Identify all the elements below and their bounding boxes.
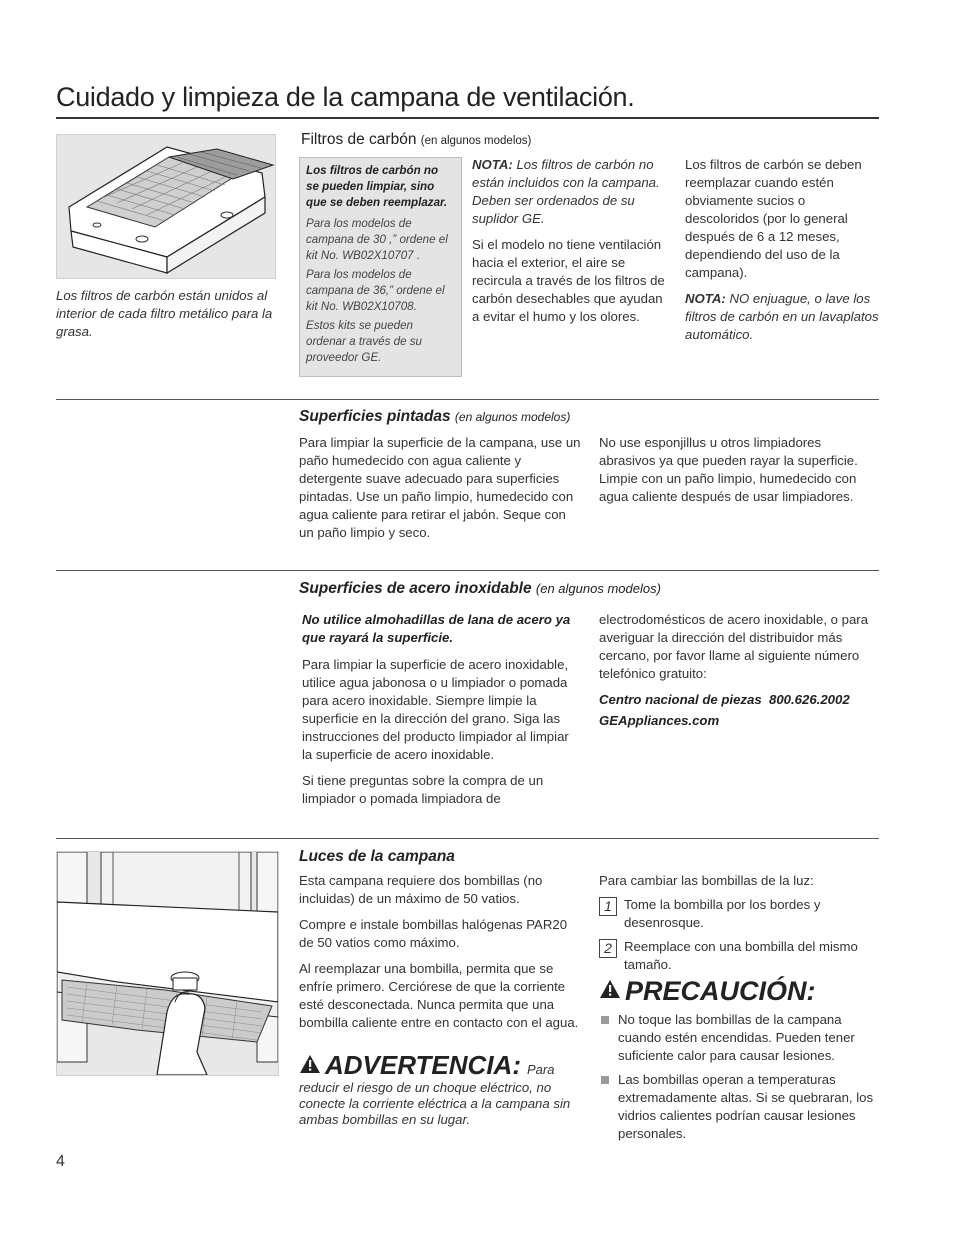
steel-contact-name: Centro nacional de piezas [599,692,762,707]
caution-title: PRECAUCIÓN: [625,976,816,1006]
painted-col2: No use esponjillus u otros limpiadores abrasivos ya que pueden rayar la superficie. Limpie con un paño limpio, humedecido con agua caliente después de usar limpiadores. [599,435,858,504]
carbon-note1 [472,156,670,228]
steel-col2 [599,611,879,738]
carbon-note2-text: NO enjuague, o lave los filtros de carbón en un lavaplatos automático. [685,291,879,342]
caution-header [599,976,879,1007]
step-item [599,938,879,974]
step-number: 2 [599,939,617,958]
carbon-col3 [685,156,880,352]
carbon-heading-title: Filtros de carbón [301,131,417,148]
lights-p3: Al reemplazar una bombilla, permita que se enfríe primero. Cerciórese de que la corriente esté desconectada. Nunca permita que una bombilla caliente entre en contacto con el agua. [299,961,579,1030]
warning-block [299,1050,579,1128]
change-intro: Para cambiar las bombillas de la luz: [599,873,814,888]
step-item [599,896,879,932]
carbon-heading-sub: (en algunos modelos) [420,135,532,147]
title-rule [56,117,879,119]
step-number: 1 [599,897,617,916]
lights-col2 [599,872,879,980]
carbon-filter-illustration [56,134,276,279]
warning-lead: Para [526,1062,555,1077]
section-divider [56,838,879,839]
warning-title: ADVERTENCIA: [325,1050,521,1080]
steel-heading [299,580,661,598]
steel-contact-web: GEAppliances.com [599,713,720,728]
carbon-box-kits: Estos kits se pueden ordenar a través de su proveedor GE. [306,319,423,364]
steel-heading-title: Superficies de acero inoxidable [299,580,532,597]
steel-warning: No utilice almohadillas de lana de acero ya que rayará la superficie. [302,612,571,645]
steel-contact [599,691,879,709]
caution-item [599,1011,879,1065]
carbon-image-caption: Los filtros de carbón están unidos al interior de cada filtro metálico para la grasa. [56,288,273,339]
painted-heading-title: Superficies pintadas [299,408,451,425]
steel-col1 [302,611,582,816]
carbon-note2-label: NOTA: [685,291,726,306]
painted-heading-sub: (en algunos modelos) [454,410,571,424]
carbon-box-bold: Los filtros de carbón no se pueden limpiar, sino que se deben reemplazar. [306,164,448,209]
steel-p2: Si tiene preguntas sobre la compra de un limpiador o pomada limpiadora de [302,773,544,806]
lights-p1: Esta campana requiere dos bombillas (no incluidas) de un máximo de 50 vatios. [299,873,543,906]
step-text: Tome la bombilla por los bordes y desenrosque. [624,897,821,930]
caution-text: No toque las bombillas de la campana cuando estén encendidas. Pueden tener suficiente calor para causar lesiones. [618,1012,855,1063]
carbon-box-36: Para los modelos de campana de 36,” ordene el kit No. WB02X10708. [306,268,445,313]
painted-col1: Para limpiar la superficie de la campana, use un paño humedecido con agua caliente y detergente suave adecuado para superficies pintadas. Use un paño limpio, humedecido con agua caliente para retirar el jabón. Seque con un paño limpio y seco. [299,435,581,540]
carbon-heading [301,131,531,149]
steel-contact-phone: 800.626.2002 [769,692,850,707]
bullet-square-icon [601,1016,609,1024]
carbon-note1-text: Los filtros de carbón no están incluidos con la campana. Deben ser ordenados de su suplidor GE. [472,157,660,226]
warning-text: reducir el riesgo de un choque eléctrico, no conecte la corriente eléctrica a la campana sin ambas bombillas en su lugar. [299,1080,571,1127]
warning-triangle-icon [299,1054,321,1079]
steel-heading-sub: (en algunos modelos) [535,581,661,596]
carbon-col2-p2: Si el modelo no tiene ventilación hacia el exterior, el aire se recircula a través de los filtros de carbón desechables que ayudan a evitar el humo y los olores. [472,237,665,324]
steel-p1: Para limpiar la superficie de acero inoxidable, utilice agua jabonosa o u limpiador o pomada para acero inoxidable. Siempre limpie la superficie en la dirección del grano. Siga las instrucciones del producto limpiador al limpiar la superficie de acero inoxidable. [302,657,569,762]
warning-header [299,1050,579,1081]
carbon-note2 [685,290,880,344]
step-text: Reemplace con una bombilla del mismo tamaño. [624,939,858,972]
lights-col1 [299,872,579,1040]
caution-triangle-icon [599,979,621,1004]
carbon-info-box [299,157,462,377]
lights-p2: Compre e instale bombillas halógenas PAR20 de 50 vatios como máximo. [299,917,568,950]
caution-text: Las bombillas operan a temperaturas extremadamente altas. Si se quebraran, los vidrios calientes podrían causar lesiones personales. [618,1072,874,1141]
carbon-col2 [472,156,670,334]
bullet-square-icon [601,1076,609,1084]
caution-block [599,976,879,1149]
painted-heading [299,408,570,426]
carbon-note1-label: NOTA: [472,157,513,172]
section-divider [56,570,879,571]
caution-item [599,1071,879,1143]
page-number: 4 [56,1153,65,1170]
steel-col2-text: electrodomésticos de acero inoxidable, o para averiguar la dirección del distribuidor más cercano, por favor llame al siguiente número telefónico gratuito: [599,612,869,681]
section-divider [56,399,879,400]
carbon-box-30: Para los modelos de campana de 30 ,” ordene el kit No. WB02X10707 . [306,217,448,262]
page-title: Cuidado y limpieza de la campana de ventilación. [56,82,635,112]
lights-heading: Luces de la campana [299,848,455,865]
bulb-replacement-illustration [56,851,279,1076]
carbon-col3-p1: Los filtros de carbón se deben reemplazar cuando estén obviamente sucios o descoloridos (por lo general después de 6 a 12 meses, dependiendo del uso de la campana). [685,157,862,280]
